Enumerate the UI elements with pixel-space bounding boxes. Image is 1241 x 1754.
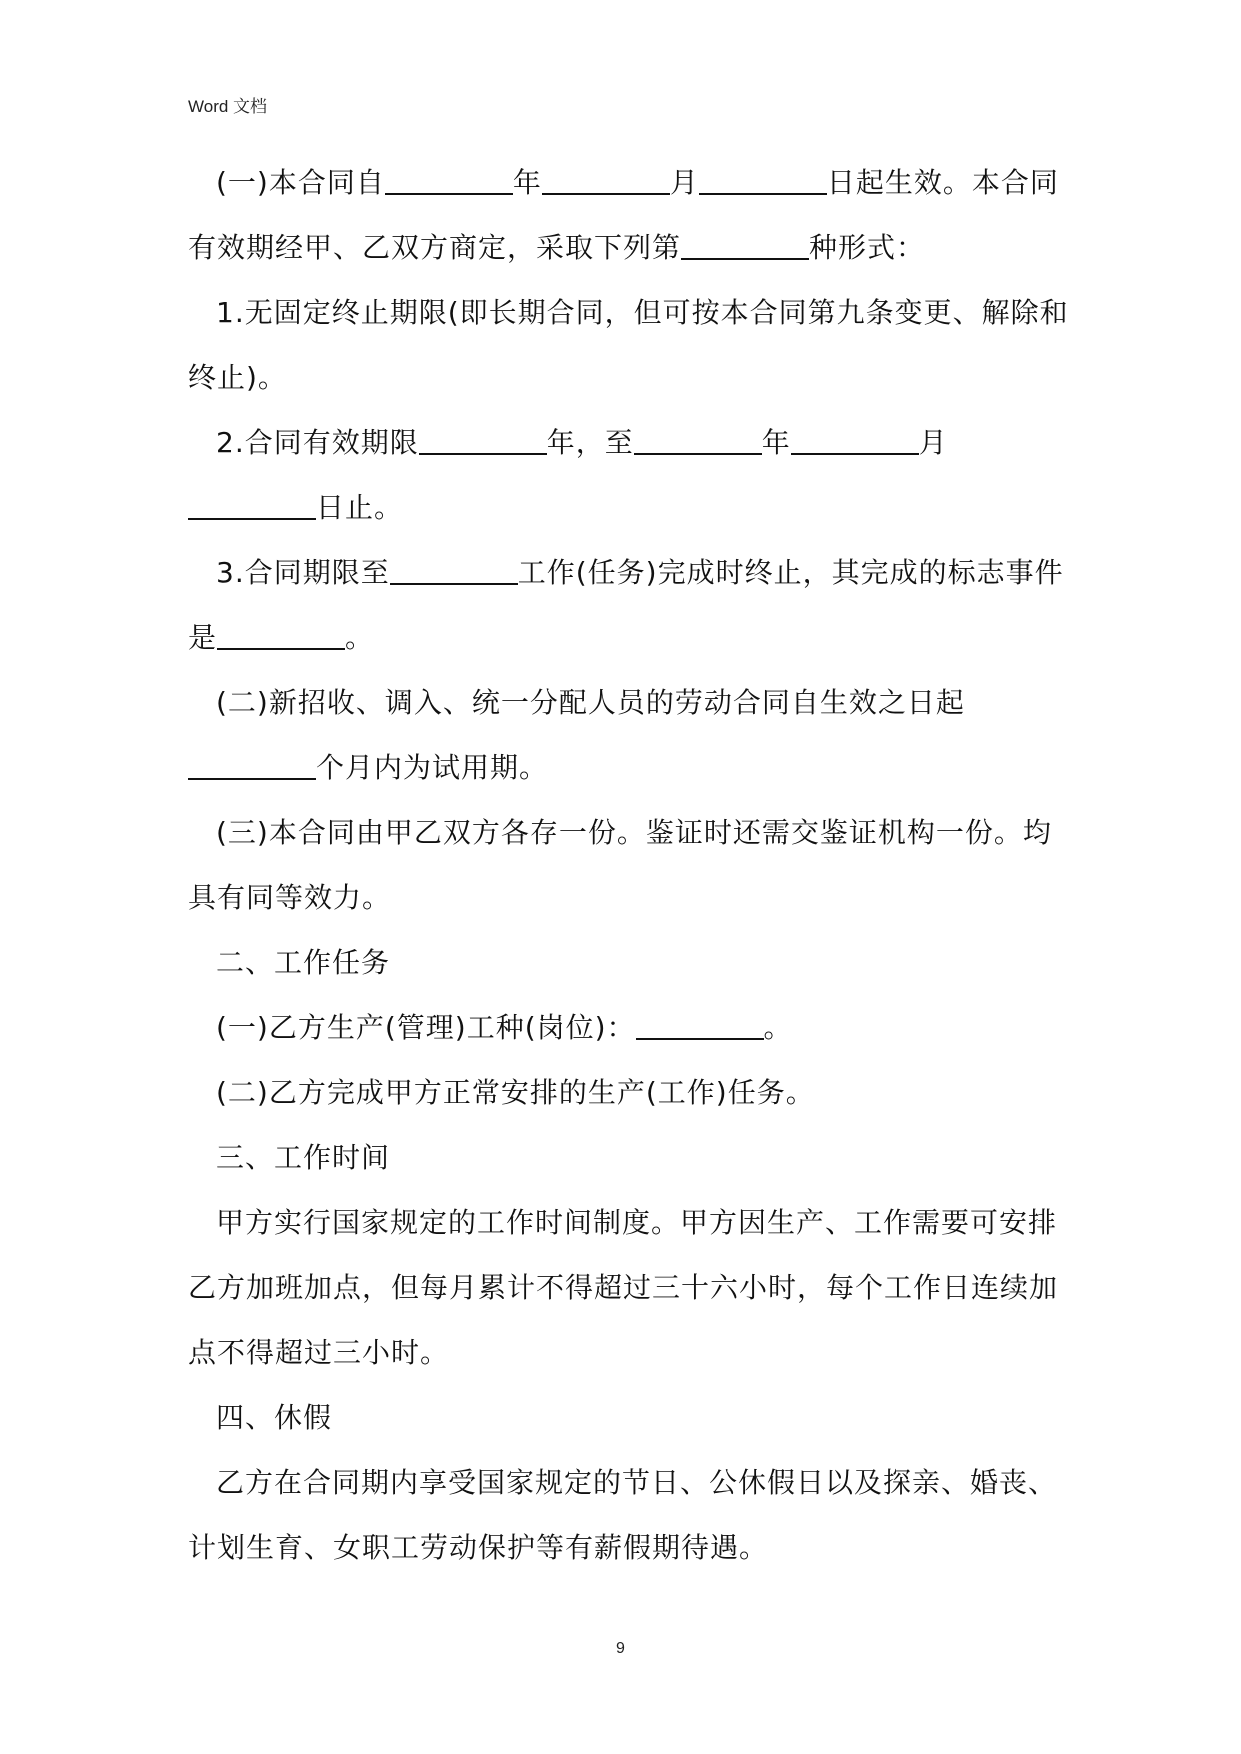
text: 种形式： — [809, 231, 926, 264]
item-2-line-1 — [188, 410, 1058, 475]
clause-3-line-1: (三)本合同由甲乙双方各存一份。鉴证时还需交鉴证机构一份。均 — [216, 816, 1052, 849]
clause-1-line-1 — [188, 150, 1058, 215]
text: 年 — [512, 166, 542, 199]
section-2-item-1 — [188, 995, 1058, 1060]
text: 月 — [918, 426, 948, 459]
blank-field — [419, 423, 547, 455]
text: 2.合同有效期限 — [216, 426, 419, 459]
text: 日起生效。本合同 — [826, 166, 1059, 199]
clause-1-line-2 — [188, 215, 1058, 280]
text: 月 — [669, 166, 699, 199]
section-3-line-1: 甲方实行国家规定的工作时间制度。甲方因生产、工作需要可安排 — [216, 1206, 1058, 1239]
item-2-line-2 — [188, 475, 1058, 540]
blank-field — [636, 1008, 764, 1040]
text: 有效期经甲、乙双方商定，采取下列第 — [188, 231, 682, 264]
blank-field — [188, 748, 316, 780]
text: 个月内为试用期。 — [316, 751, 549, 784]
clause-3-line-2: 具有同等效力。 — [188, 881, 392, 914]
blank-field — [634, 423, 762, 455]
document-body — [188, 150, 1069, 1580]
blank-field — [390, 553, 518, 585]
page-header: Word 文档 — [188, 97, 268, 116]
blank-field — [188, 488, 316, 520]
blank-field — [385, 163, 513, 195]
blank-field — [542, 163, 670, 195]
text: 年，至 — [546, 426, 634, 459]
blank-field — [699, 163, 827, 195]
item-3-line-2 — [188, 605, 1058, 670]
section-2-title: 二、工作任务 — [216, 946, 391, 979]
clause-2-line-2 — [188, 735, 1058, 800]
text: 年 — [761, 426, 791, 459]
text: 。 — [345, 621, 375, 654]
section-3-line-3: 点不得超过三小时。 — [188, 1336, 450, 1369]
blank-field — [217, 618, 345, 650]
text: (一)本合同自 — [216, 166, 385, 199]
section-4-line-1: 乙方在合同期内享受国家规定的节日、公休假日以及探亲、婚丧、 — [216, 1466, 1058, 1499]
text: 工作(任务)完成时终止，其完成的标志事件 — [517, 556, 1064, 589]
section-4-title: 四、休假 — [216, 1401, 333, 1434]
blank-field — [791, 423, 919, 455]
text: 。 — [763, 1011, 793, 1044]
text: 日止。 — [316, 491, 404, 524]
item-1-line-2: 终止)。 — [188, 361, 287, 394]
text: (一)乙方生产(管理)工种(岗位)： — [216, 1011, 636, 1044]
text: 3.合同期限至 — [216, 556, 390, 589]
section-4-line-2: 计划生育、女职工劳动保护等有薪假期待遇。 — [188, 1531, 769, 1564]
clause-2-line-1: (二)新招收、调入、统一分配人员的劳动合同自生效之日起 — [216, 686, 965, 719]
text: 是 — [188, 621, 218, 654]
item-1-line-1: 1.无固定终止期限(即长期合同，但可按本合同第九条变更、解除和 — [216, 296, 1069, 329]
section-2-item-2: (二)乙方完成甲方正常安排的生产(工作)任务。 — [216, 1076, 815, 1109]
page-number: 9 — [616, 1640, 625, 1657]
item-3-line-1 — [188, 540, 1064, 605]
blank-field — [681, 228, 809, 260]
section-3-title: 三、工作时间 — [216, 1141, 391, 1174]
section-3-line-2: 乙方加班加点，但每月累计不得超过三十六小时，每个工作日连续加 — [188, 1271, 1059, 1304]
